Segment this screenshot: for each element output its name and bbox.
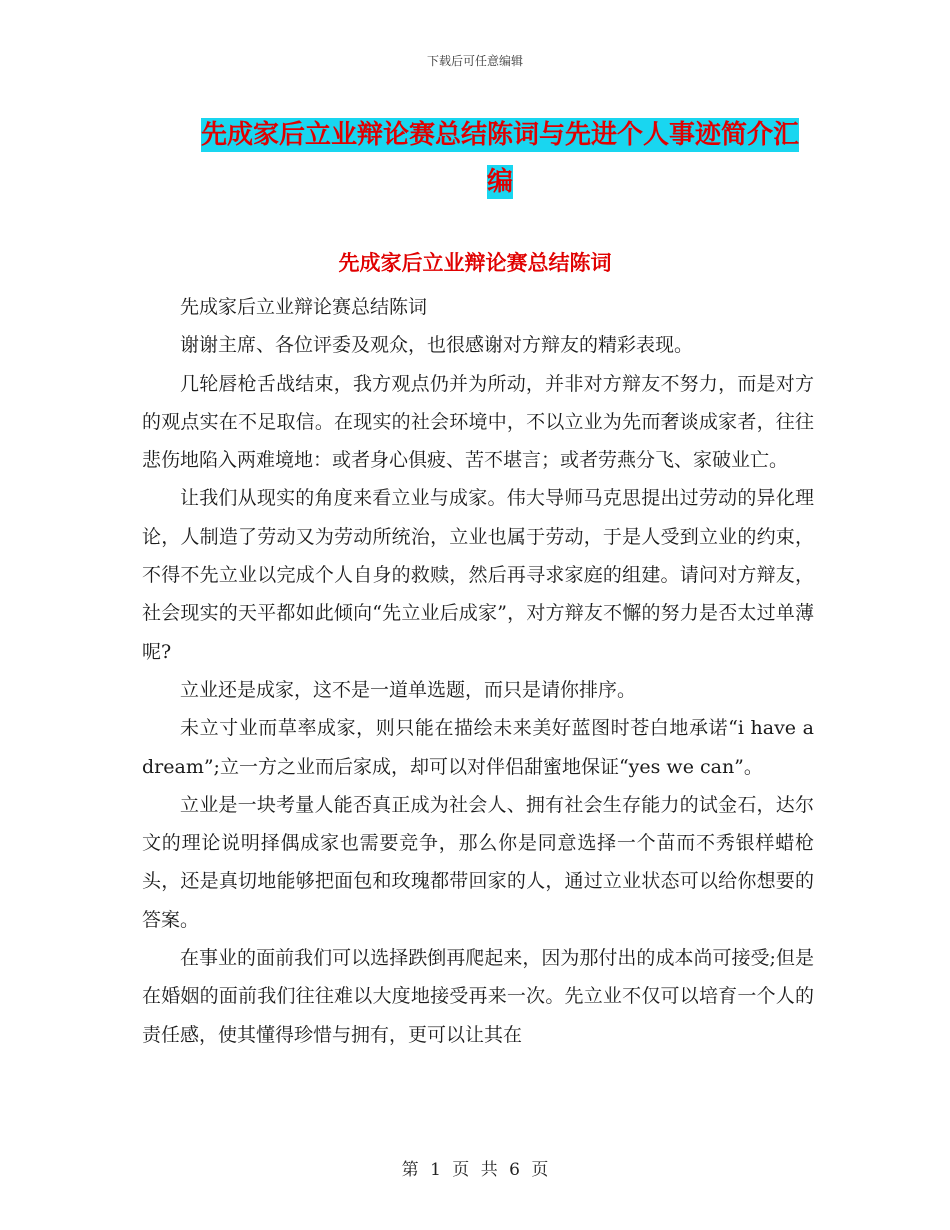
paragraph: 在事业的面前我们可以选择跌倒再爬起来，因为那付出的成本尚可接受;但是在婚姻的面前我们往往难以大度地接受再来一次。先立业不仅可以培育一个人的责任感，使其懂得珍惜与拥有，更可以让其在 bbox=[142, 947, 814, 1046]
page-number-footer: 第 1 页 共 6 页 bbox=[401, 1160, 549, 1180]
document-title-line-2: 编 bbox=[486, 167, 513, 197]
document-title bbox=[190, 112, 810, 206]
body-text bbox=[142, 288, 814, 1054]
paragraph: 未立寸业而草率成家，则只能在描绘未来美好蓝图时苍白地承诺“i have a dream”;立一方之业而后家成，却可以对伴侣甜蜜地保证“yes we can”。 bbox=[142, 717, 814, 778]
paragraph: 让我们从现实的角度来看立业与成家。伟大导师马克思提出过劳动的异化理论，人制造了劳动又为劳动所统治，立业也属于劳动，于是人受到立业的约束，不得不先立业以完成个人自身的救赎，然后再寻求家庭的组建。请问对方辩友，社会现实的天平都如此倾向“先立业后成家”，对方辩友不懈的努力是否太过单薄呢? bbox=[142, 487, 814, 663]
header-note: 下载后可任意编辑 bbox=[426, 54, 523, 68]
document-title-line-1: 先成家后立业辩论赛总结陈词与先进个人事迹简介汇 bbox=[200, 120, 799, 150]
paragraph: 谢谢主席、各位评委及观众，也很感谢对方辩友的精彩表现。 bbox=[180, 334, 694, 357]
paragraph: 立业还是成家，这不是一道单选题，而只是请你排序。 bbox=[180, 678, 637, 701]
paragraph: 立业是一块考量人能否真正成为社会人、拥有社会生存能力的试金石，达尔文的理论说明择偶成家也需要竞争，那么你是同意选择一个苗而不秀银样蜡枪头，还是真切地能够把面包和玫瑰都带回家的人，通过立业状态可以给你想要的答案。 bbox=[142, 793, 814, 931]
paragraph: 几轮唇枪舌战结束，我方观点仍并为所动，并非对方辩友不努力，而是对方的观点实在不足取信。在现实的社会环境中，不以立业为先而奢谈成家者，往往悲伤地陷入两难境地：或者身心俱疲、苦不堪言；或者劳燕分飞、家破业亡。 bbox=[142, 372, 814, 472]
paragraph: 先成家后立业辩论赛总结陈词 bbox=[180, 296, 428, 318]
section-title: 先成家后立业辩论赛总结陈词 bbox=[338, 251, 612, 275]
